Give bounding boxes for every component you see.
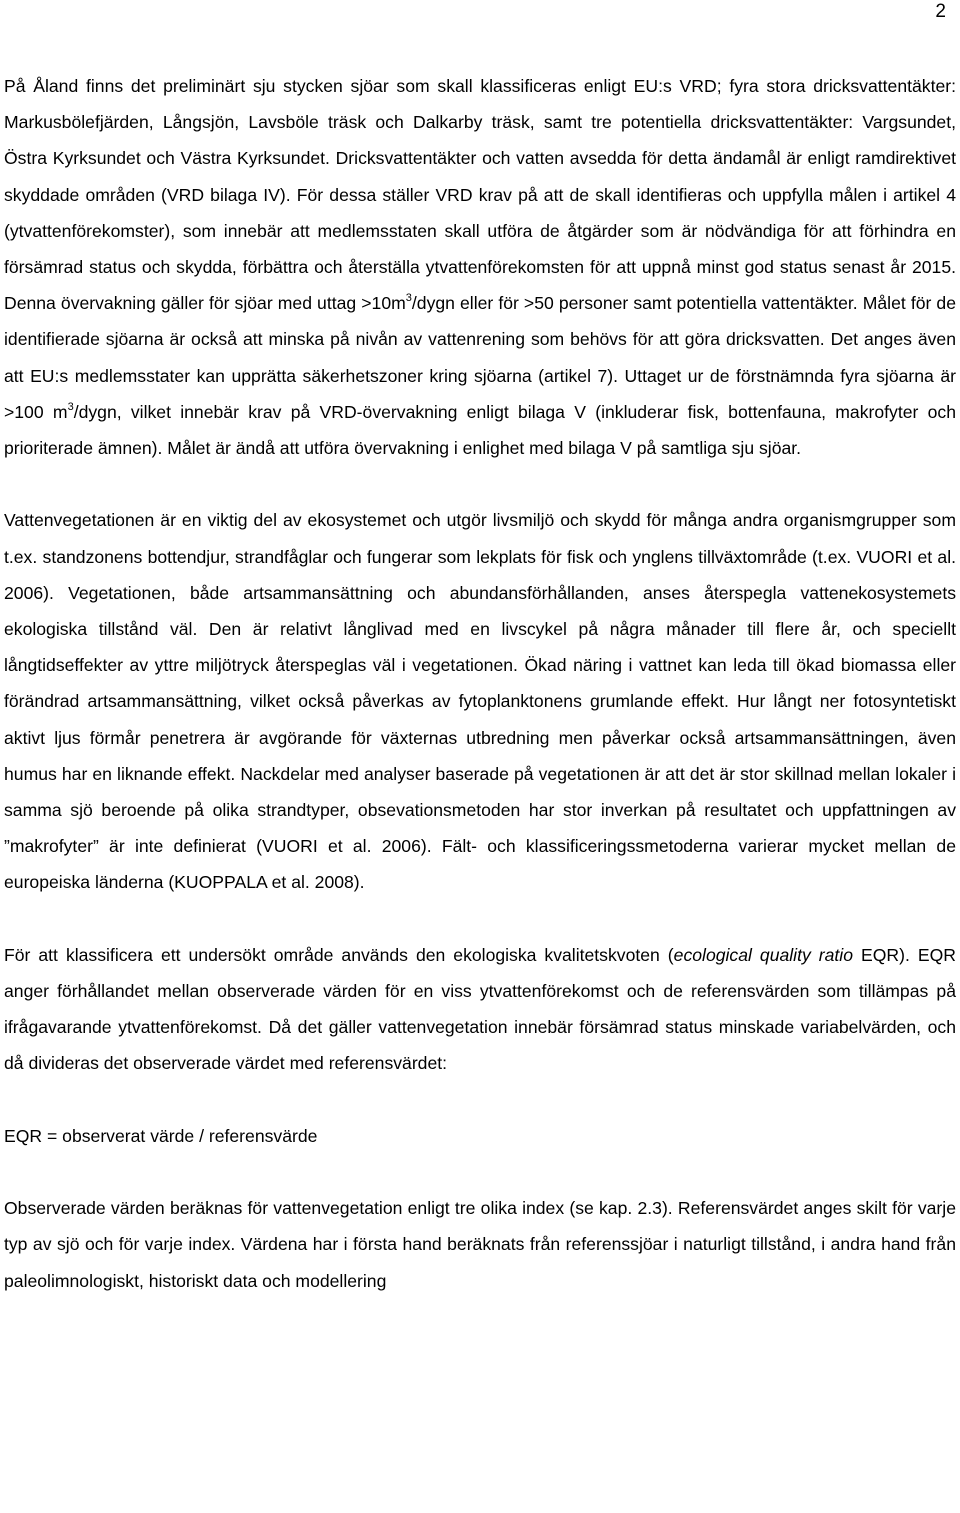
document-body xyxy=(4,68,956,1299)
italic-term: ecological quality ratio xyxy=(673,944,853,965)
paragraph-water-vegetation: Vattenvegetationen är en viktig del av ekosystemet och utgör livsmiljö och skydd för många andra organismgrupper som t.ex. standzonens bottendjur, strandfåglar och fungerar som lekplats för fisk och ynglens tillväxtområde (t.ex. VUORI et al. 2006). Vegetationen, både artsammansättning och abundansförhållanden, anses återspegla vattenekosystemets ekologiska tillstånd väl. Den är relativt långlivad med en livscykel på några månader till flere år, och speciellt långtidseffekter av yttre miljötryck återspeglas väl i vegetationen. Ökad näring i vattnet kan leda till ökad biomassa eller förändrad artsammansättning, vilket också påverkas av fytoplanktonens grumlande effekt. Hur långt ner fotosyntetiskt aktivt ljus förmår penetrera är avgörande för växternas utbredning men påverkar också artsammansättningen, även humus har en liknande effekt. Nackdelar med analyser baserade på vegetationen är att det är stor skillnad mellan lokaler i samma sjö beroende på olika strandtyper, obsevationsmetoden har stor inverkan på resultatet och uppfattningen av ”makrofyter” är inte definierat (VUORI et al. 2006). Fält- och klassificeringssmetoderna varierar mycket mellan de europeiska länderna (KUOPPALA et al. 2008). xyxy=(4,510,956,893)
paragraph-text: På Åland finns det preliminärt sju stycken sjöar som skall klassificeras enligt EU:s VRD; fyra stora dricksvattentäkter: Markusbölefjärden, Långsjön, Lavsböle träsk och Dalkarby träsk, samt tre potentiella dricksvattentäkter: Vargsundet, Östra Kyrksundet och Västra Kyrksundet. Dricksvattentäkter och vatten avsedda för detta ändamål är enligt ramdirektivet skyddade områden (VRD bilaga IV). För dessa ställer VRD krav på att de skall identifieras och uppfylla målen i artikel 4 (ytvattenförekomster), som innebär att medlemsstaten skall utföra de åtgärder som är nödvändiga för att förhindra en försämrad status och skydda, förbättra och återställa ytvattenförekomsten för att uppnå minst god status senast år 2015. Denna övervakning gäller för sjöar med uttag >10m xyxy=(4,76,956,314)
paragraph-text: EQR). EQR anger förhållandet mellan observerade värden för en viss ytvattenförekomst och de referensvärden som tillämpas på ifrågavarande ytvattenförekomst. Då det gäller vattenvegetation innebär försämrad status minskade variabelvärden, och då divideras det observerade värdet med referensvärdet: xyxy=(4,944,956,1074)
eqr-formula: EQR = observerat värde / referensvärde xyxy=(4,1125,318,1146)
page-number: 2 xyxy=(935,1,946,22)
paragraph-text: För att klassificera ett undersökt område används den ekologiska kvalitetskvoten ( xyxy=(4,944,674,965)
paragraph-text: /dygn eller för >50 personer samt potentiella vattentäkter. Målet för de identifierade sjöarna är också att minska på nivån av vattenrening som behövs för att göra dricksvatten. Det anges även att EU:s medlemsstater kan upprätta säkerhetszoner kring sjöarna (artikel 7). Uttaget ur de förstnämnda fyra sjöarna är >100 m xyxy=(4,293,956,422)
paragraph-aland-lakes xyxy=(4,68,956,466)
paragraph-text: /dygn, vilket innebär krav på VRD-övervakning enligt bilaga V (inkluderar fisk, bottenfauna, makrofyter och prioriterade ämnen). Målet är ändå att utföra övervakning i enlighet med bilaga V på samtliga sju sjöar. xyxy=(4,401,956,459)
superscript: 3 xyxy=(405,292,412,305)
paragraph-eqr-definition xyxy=(4,937,956,1082)
superscript: 3 xyxy=(67,400,74,413)
paragraph-observed-values: Observerade värden beräknas för vattenvegetation enligt tre olika index (se kap. 2.3). Referensvärdet anges skilt för varje typ av sjö och för varje index. Värdena har i första hand beräknats från referenssjöar i naturligt tillstånd, i andra hand från paleolimnologiskt, historiskt data och modellering xyxy=(4,1198,956,1291)
